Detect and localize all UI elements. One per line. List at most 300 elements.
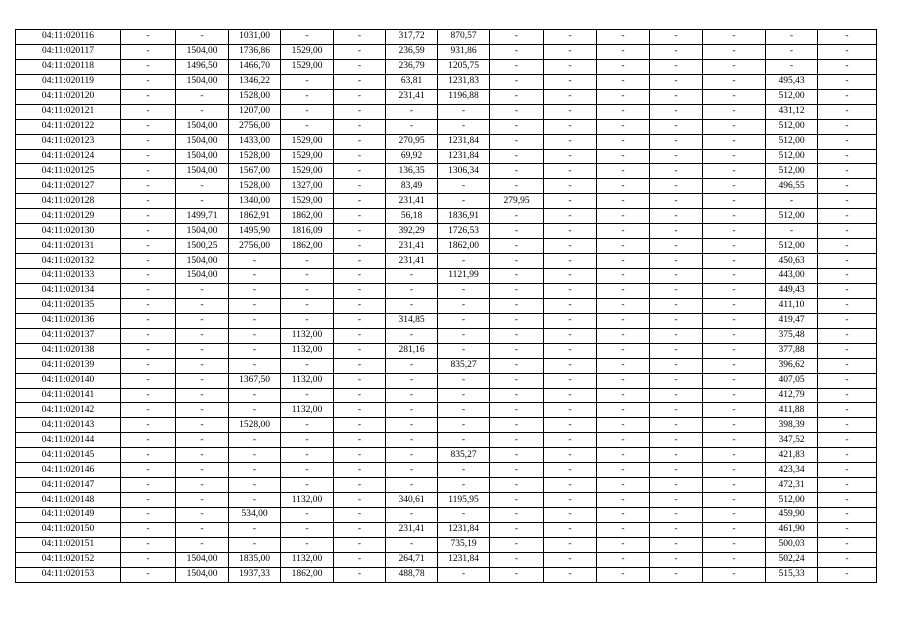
table-cell: - (818, 433, 877, 448)
table-cell: - (438, 298, 490, 313)
table-cell: - (490, 283, 544, 298)
table-cell: - (229, 537, 281, 552)
table-cell: 1862,00 (281, 567, 334, 582)
table-cell: 377,88 (766, 343, 818, 358)
cadastral-number-cell: 04:11:020139 (16, 358, 121, 373)
table-row (16, 164, 877, 179)
table-cell: 472,31 (766, 478, 818, 493)
table-cell: 1132,00 (281, 493, 334, 508)
table-cell: 1937,33 (229, 567, 281, 582)
table-cell: - (281, 298, 334, 313)
table-cell: - (544, 463, 597, 478)
table-cell: - (597, 313, 650, 328)
table-cell: - (650, 149, 703, 164)
table-row (16, 508, 877, 523)
table-cell: - (597, 403, 650, 418)
table-cell: - (818, 269, 877, 284)
table-cell: - (597, 388, 650, 403)
table-cell: 407,05 (766, 373, 818, 388)
table-cell: - (597, 567, 650, 582)
cadastral-number-cell: 04:11:020118 (16, 59, 121, 74)
table-cell: - (438, 328, 490, 343)
table-cell: - (281, 358, 334, 373)
table-cell: - (121, 179, 176, 194)
table-cell: - (121, 89, 176, 104)
table-cell: 1132,00 (281, 403, 334, 418)
table-cell: - (334, 537, 386, 552)
table-cell: - (334, 433, 386, 448)
table-cell: - (597, 209, 650, 224)
table-cell: 1862,91 (229, 209, 281, 224)
table-cell: - (703, 418, 766, 433)
table-cell: 835,27 (438, 358, 490, 373)
table-cell: - (176, 403, 229, 418)
table-row (16, 418, 877, 433)
table-cell: - (176, 179, 229, 194)
table-cell: 1504,00 (176, 74, 229, 89)
table-cell: - (544, 134, 597, 149)
table-row (16, 149, 877, 164)
table-cell: - (229, 433, 281, 448)
table-cell: - (490, 254, 544, 269)
table-cell: - (334, 224, 386, 239)
table-cell: - (334, 59, 386, 74)
table-row (16, 552, 877, 567)
table-cell: - (650, 283, 703, 298)
table-cell: - (121, 149, 176, 164)
table-cell: - (650, 552, 703, 567)
table-cell: 231,41 (386, 89, 438, 104)
table-cell: - (818, 44, 877, 59)
table-cell: - (490, 209, 544, 224)
table-cell: 1504,00 (176, 567, 229, 582)
table-cell: - (818, 283, 877, 298)
table-cell: - (438, 283, 490, 298)
table-cell: - (334, 388, 386, 403)
table-cell: - (597, 30, 650, 45)
table-cell: 1529,00 (281, 164, 334, 179)
table-body (16, 30, 877, 583)
table-cell: - (176, 89, 229, 104)
table-cell: - (438, 567, 490, 582)
table-cell: 1231,84 (438, 552, 490, 567)
table-cell: 1495,90 (229, 224, 281, 239)
table-cell: - (650, 30, 703, 45)
table-cell: - (121, 283, 176, 298)
table-cell: - (386, 448, 438, 463)
table-cell: - (490, 149, 544, 164)
table-cell: - (703, 44, 766, 59)
table-cell: - (176, 358, 229, 373)
table-cell: 443,00 (766, 269, 818, 284)
table-cell: - (544, 388, 597, 403)
table-cell: - (121, 194, 176, 209)
table-cell: - (650, 522, 703, 537)
table-cell: 502,24 (766, 552, 818, 567)
table-cell: - (229, 358, 281, 373)
table-cell: 231,41 (386, 194, 438, 209)
cadastral-number-cell: 04:11:020130 (16, 224, 121, 239)
table-cell: - (703, 89, 766, 104)
table-cell: 392,29 (386, 224, 438, 239)
cadastral-number-cell: 04:11:020148 (16, 493, 121, 508)
table-cell: - (818, 149, 877, 164)
table-cell: - (650, 448, 703, 463)
table-cell: - (229, 478, 281, 493)
table-cell: 1132,00 (281, 343, 334, 358)
table-cell: - (703, 537, 766, 552)
table-cell: - (703, 74, 766, 89)
table-cell: - (438, 403, 490, 418)
table-cell: - (229, 254, 281, 269)
table-cell: - (818, 373, 877, 388)
table-row (16, 44, 877, 59)
table-cell: 396,62 (766, 358, 818, 373)
table-cell: 1132,00 (281, 373, 334, 388)
table-cell: 870,57 (438, 30, 490, 45)
table-cell: - (438, 478, 490, 493)
table-cell: - (544, 164, 597, 179)
table-cell: 419,47 (766, 313, 818, 328)
table-cell: - (490, 164, 544, 179)
cadastral-number-cell: 04:11:020133 (16, 269, 121, 284)
table-cell: 1504,00 (176, 134, 229, 149)
table-cell: - (650, 239, 703, 254)
table-cell: - (544, 30, 597, 45)
table-cell: - (544, 224, 597, 239)
table-cell: - (544, 44, 597, 59)
cadastral-number-cell: 04:11:020116 (16, 30, 121, 45)
table-cell: 317,72 (386, 30, 438, 45)
table-cell: - (544, 537, 597, 552)
table-cell: - (818, 134, 877, 149)
table-cell: 1726,53 (438, 224, 490, 239)
table-cell: - (703, 179, 766, 194)
table-cell: - (650, 74, 703, 89)
table-cell: - (334, 522, 386, 537)
table-cell: - (703, 254, 766, 269)
table-cell: - (818, 508, 877, 523)
table-cell: - (334, 313, 386, 328)
table-cell: 1528,00 (229, 149, 281, 164)
table-cell: - (334, 298, 386, 313)
table-cell: - (544, 283, 597, 298)
table-row (16, 433, 877, 448)
table-cell: - (703, 283, 766, 298)
table-cell: - (490, 403, 544, 418)
table-cell: - (703, 298, 766, 313)
table-cell: 1736,86 (229, 44, 281, 59)
table-cell: - (650, 418, 703, 433)
table-cell: - (334, 119, 386, 134)
table-cell: - (597, 254, 650, 269)
table-cell: - (650, 164, 703, 179)
table-cell: 2756,00 (229, 119, 281, 134)
table-cell: - (281, 433, 334, 448)
table-cell: 1504,00 (176, 224, 229, 239)
cadastral-number-cell: 04:11:020153 (16, 567, 121, 582)
table-cell: - (544, 104, 597, 119)
table-cell: - (818, 298, 877, 313)
table-cell: 1504,00 (176, 149, 229, 164)
table-cell: - (650, 179, 703, 194)
table-cell: - (229, 328, 281, 343)
table-cell: 1496,50 (176, 59, 229, 74)
table-cell: - (121, 254, 176, 269)
table-cell: - (544, 552, 597, 567)
table-cell: - (334, 254, 386, 269)
table-cell: - (490, 44, 544, 59)
table-cell: 515,33 (766, 567, 818, 582)
table-cell: - (438, 194, 490, 209)
table-cell: - (334, 283, 386, 298)
table-cell: - (597, 224, 650, 239)
table-cell: 412,79 (766, 388, 818, 403)
table-cell: - (121, 239, 176, 254)
table-cell: - (650, 537, 703, 552)
table-cell: - (544, 194, 597, 209)
table-cell: - (121, 328, 176, 343)
table-cell: - (650, 343, 703, 358)
table-cell: - (281, 463, 334, 478)
table-cell: - (386, 283, 438, 298)
table-cell: - (386, 537, 438, 552)
table-cell: - (121, 448, 176, 463)
table-cell: - (176, 508, 229, 523)
table-cell: - (176, 522, 229, 537)
cadastral-number-cell: 04:11:020142 (16, 403, 121, 418)
cadastral-number-cell: 04:11:020131 (16, 239, 121, 254)
table-cell: - (766, 30, 818, 45)
table-row (16, 30, 877, 45)
cadastral-number-cell: 04:11:020132 (16, 254, 121, 269)
table-cell: - (544, 298, 597, 313)
table-row (16, 343, 877, 358)
table-cell: 1132,00 (281, 552, 334, 567)
table-cell: - (597, 478, 650, 493)
table-cell: - (490, 537, 544, 552)
table-cell: 1862,00 (438, 239, 490, 254)
table-row (16, 283, 877, 298)
table-cell: - (703, 149, 766, 164)
table-cell: - (438, 418, 490, 433)
table-cell: 63,81 (386, 74, 438, 89)
table-cell: - (544, 59, 597, 74)
table-cell: - (121, 209, 176, 224)
table-cell: - (386, 328, 438, 343)
table-cell: - (490, 298, 544, 313)
table-cell: - (490, 89, 544, 104)
table-cell: - (597, 328, 650, 343)
table-cell: - (703, 493, 766, 508)
table-cell: 279,95 (490, 194, 544, 209)
table-cell: - (818, 179, 877, 194)
table-cell: - (386, 373, 438, 388)
table-cell: - (703, 104, 766, 119)
table-cell: 1862,00 (281, 209, 334, 224)
table-cell: - (597, 358, 650, 373)
table-cell: - (650, 403, 703, 418)
table-cell: - (334, 552, 386, 567)
table-cell: - (597, 239, 650, 254)
table-cell: - (438, 463, 490, 478)
table-cell: 231,41 (386, 239, 438, 254)
table-cell: - (281, 104, 334, 119)
table-cell: - (334, 134, 386, 149)
table-cell: - (597, 373, 650, 388)
table-cell: - (490, 493, 544, 508)
table-cell: - (176, 283, 229, 298)
table-cell: 398,39 (766, 418, 818, 433)
table-cell: - (490, 239, 544, 254)
table-cell: 512,00 (766, 119, 818, 134)
table-cell: - (490, 433, 544, 448)
table-cell: 512,00 (766, 164, 818, 179)
table-cell: 1327,00 (281, 179, 334, 194)
table-cell: - (386, 403, 438, 418)
table-cell: - (703, 224, 766, 239)
table-cell: - (703, 358, 766, 373)
table-cell: 1529,00 (281, 44, 334, 59)
table-cell: - (229, 269, 281, 284)
table-cell: - (597, 522, 650, 537)
table-cell: - (766, 194, 818, 209)
table-cell: - (281, 269, 334, 284)
table-cell: 1499,71 (176, 209, 229, 224)
table-cell: - (121, 269, 176, 284)
cadastral-number-cell: 04:11:020120 (16, 89, 121, 104)
table-cell: - (281, 508, 334, 523)
table-cell: - (490, 59, 544, 74)
table-cell: - (176, 493, 229, 508)
table-cell: - (544, 508, 597, 523)
table-cell: - (703, 313, 766, 328)
table-cell: 1306,34 (438, 164, 490, 179)
table-row (16, 224, 877, 239)
table-cell: - (176, 433, 229, 448)
table-cell: - (818, 104, 877, 119)
table-cell: 512,00 (766, 239, 818, 254)
table-cell: - (544, 149, 597, 164)
table-cell: 281,16 (386, 343, 438, 358)
table-cell: - (818, 493, 877, 508)
table-cell: - (597, 74, 650, 89)
cadastral-number-cell: 04:11:020122 (16, 119, 121, 134)
table-cell: - (818, 89, 877, 104)
table-cell: - (597, 283, 650, 298)
table-cell: - (281, 30, 334, 45)
table-cell: 411,10 (766, 298, 818, 313)
table-cell: 83,49 (386, 179, 438, 194)
table-cell: - (121, 104, 176, 119)
table-cell: - (597, 134, 650, 149)
table-cell: 1504,00 (176, 552, 229, 567)
table-cell: - (818, 119, 877, 134)
table-cell: - (281, 313, 334, 328)
table-cell: - (490, 418, 544, 433)
table-cell: 500,03 (766, 537, 818, 552)
table-cell: 1207,00 (229, 104, 281, 119)
table-cell: - (176, 373, 229, 388)
table-cell: - (818, 239, 877, 254)
table-cell: - (703, 403, 766, 418)
cadastral-number-cell: 04:11:020129 (16, 209, 121, 224)
table-cell: - (703, 30, 766, 45)
cadastral-number-cell: 04:11:020127 (16, 179, 121, 194)
table-row (16, 59, 877, 74)
table-cell: - (334, 448, 386, 463)
cadastral-number-cell: 04:11:020136 (16, 313, 121, 328)
table-cell: 449,43 (766, 283, 818, 298)
table-cell: - (650, 493, 703, 508)
table-cell: - (229, 298, 281, 313)
table-cell: - (818, 537, 877, 552)
table-row (16, 328, 877, 343)
table-cell: - (703, 567, 766, 582)
table-row (16, 194, 877, 209)
table-cell: - (490, 508, 544, 523)
table-cell: - (334, 508, 386, 523)
table-cell: - (597, 552, 650, 567)
table-cell: - (121, 224, 176, 239)
table-cell: 1862,00 (281, 239, 334, 254)
table-cell: - (818, 403, 877, 418)
table-cell: - (650, 44, 703, 59)
table-row (16, 522, 877, 537)
table-cell: 1231,84 (438, 134, 490, 149)
table-cell: - (597, 179, 650, 194)
table-cell: - (176, 463, 229, 478)
table-cell: 340,61 (386, 493, 438, 508)
table-cell: - (281, 283, 334, 298)
cadastral-number-cell: 04:11:020134 (16, 283, 121, 298)
table-row (16, 493, 877, 508)
table-cell: 1528,00 (229, 89, 281, 104)
table-cell: - (176, 313, 229, 328)
table-cell: 459,90 (766, 508, 818, 523)
table-cell: - (818, 74, 877, 89)
table-cell: - (703, 209, 766, 224)
table-cell: - (334, 89, 386, 104)
table-cell: - (281, 388, 334, 403)
table-cell: - (818, 224, 877, 239)
cadastral-number-cell: 04:11:020138 (16, 343, 121, 358)
table-cell: - (650, 209, 703, 224)
table-cell: 1196,88 (438, 89, 490, 104)
table-cell: - (818, 30, 877, 45)
table-cell: - (544, 179, 597, 194)
table-cell: - (121, 373, 176, 388)
table-cell: - (818, 209, 877, 224)
table-cell: - (386, 418, 438, 433)
table-cell: - (597, 433, 650, 448)
table-cell: - (229, 313, 281, 328)
table-cell: - (121, 119, 176, 134)
table-row (16, 463, 877, 478)
table-cell: - (281, 119, 334, 134)
table-cell: - (650, 194, 703, 209)
table-cell: - (544, 313, 597, 328)
table-row (16, 403, 877, 418)
table-cell: - (766, 224, 818, 239)
table-cell: - (386, 433, 438, 448)
table-row (16, 388, 877, 403)
table-cell: - (121, 343, 176, 358)
table-cell: 2756,00 (229, 239, 281, 254)
table-cell: 835,27 (438, 448, 490, 463)
table-cell: - (490, 463, 544, 478)
table-cell: 450,63 (766, 254, 818, 269)
